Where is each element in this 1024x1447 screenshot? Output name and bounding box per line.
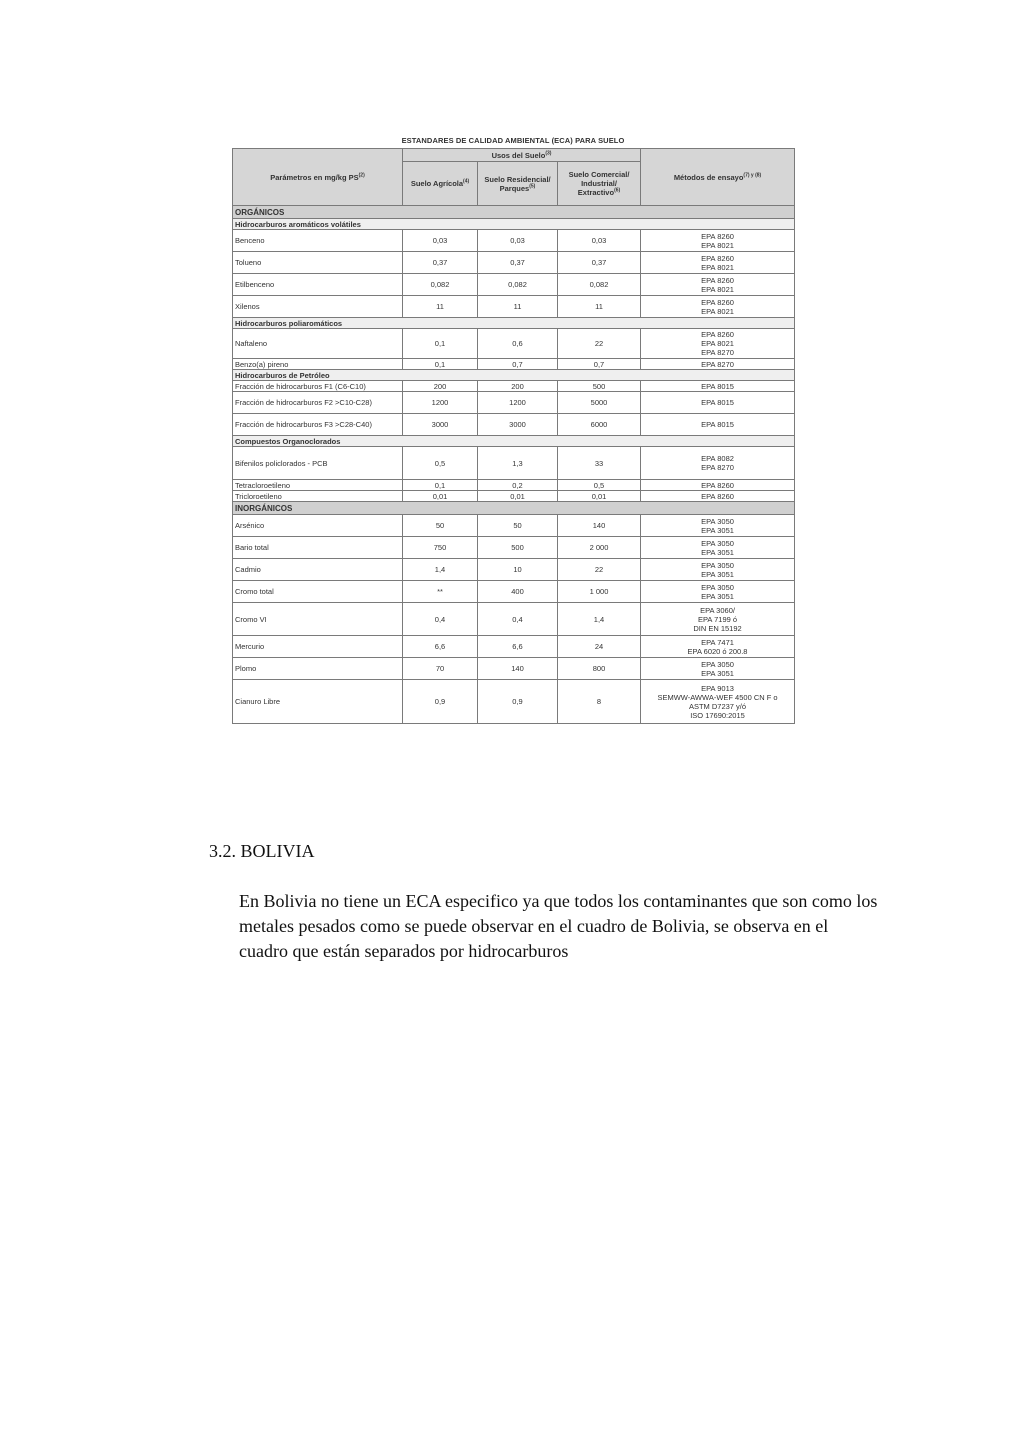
method-cell (641, 274, 795, 296)
agricola-cell: 1,4 (403, 559, 478, 581)
agricola-cell: 0,9 (403, 680, 478, 724)
residencial-cell: 0,6 (478, 329, 558, 359)
comercial-cell: 33 (558, 447, 641, 480)
residencial-cell: 200 (478, 381, 558, 392)
agricola-cell: ** (403, 581, 478, 603)
method-cell (641, 559, 795, 581)
comercial-cell: 0,7 (558, 359, 641, 370)
agricola-cell: 11 (403, 296, 478, 318)
residencial-cell: 0,03 (478, 230, 558, 252)
param-cell: Tolueno (233, 252, 403, 274)
agricola-cell: 0,4 (403, 603, 478, 636)
param-cell: Benceno (233, 230, 403, 252)
comercial-cell: 0,37 (558, 252, 641, 274)
header-agricola: Suelo Agrícola$^{(4)}$ (403, 162, 478, 206)
section-label: Compuestos Organoclorados (233, 436, 795, 447)
subcategory-row (233, 219, 795, 230)
param-cell: Cadmio (233, 559, 403, 581)
method-line: ASTM D7237 y/ó (688, 701, 747, 711)
agricola-cell: 0,37 (403, 252, 478, 274)
residencial-cell: 0,9 (478, 680, 558, 724)
method-line: EPA 8021 (701, 284, 734, 294)
residencial-cell: 0,37 (478, 252, 558, 274)
comercial-cell: 11 (558, 296, 641, 318)
method-cell (641, 296, 795, 318)
method-line: EPA 3051 (701, 569, 734, 579)
agricola-cell: 0,1 (403, 359, 478, 370)
table-row (233, 491, 795, 502)
table-row (233, 480, 795, 491)
table-row (233, 359, 795, 370)
method-cell (641, 230, 795, 252)
method-cell (641, 480, 795, 491)
header-usos: Usos del Suelo$^{(3)}$ (403, 149, 641, 162)
method-line: EPA 3051 (701, 591, 734, 601)
method-line: EPA 3051 (701, 547, 734, 557)
param-cell: Fracción de hidrocarburos F3 >C28-C40) (233, 414, 403, 436)
comercial-cell: 0,5 (558, 480, 641, 491)
section-paragraph: En Bolivia no tiene un ECA especifico ya que todos los contaminantes que son como los metales pesados como se puede observar en el cuadro de Bolivia, se observa en el cuadro que están separados por hidrocarburos (239, 891, 878, 961)
residencial-cell: 1,3 (478, 447, 558, 480)
method-cell (641, 537, 795, 559)
comercial-cell: 24 (558, 636, 641, 658)
table-row (233, 447, 795, 480)
method-line: EPA 8021 (701, 262, 734, 272)
param-cell: Cromo total (233, 581, 403, 603)
agricola-cell: 0,01 (403, 491, 478, 502)
comercial-cell: 22 (558, 329, 641, 359)
residencial-cell: 6,6 (478, 636, 558, 658)
header-residencial: Suelo Residencial/ Parques$^{(5)}$ (478, 162, 558, 206)
table-row (233, 636, 795, 658)
method-line: EPA 8260 (701, 491, 734, 501)
param-cell: Fracción de hidrocarburos F1 (C6-C10) (233, 381, 403, 392)
eca-table-figure (232, 134, 794, 724)
subcategory-row (233, 318, 795, 329)
method-cell (641, 392, 795, 414)
table-row (233, 537, 795, 559)
method-line: EPA 8270 (701, 348, 734, 357)
param-cell: Xilenos (233, 296, 403, 318)
param-cell: Bifenilos policlorados - PCB (233, 447, 403, 480)
method-cell (641, 680, 795, 724)
method-line: EPA 8015 (701, 398, 734, 407)
subcategory-row (233, 370, 795, 381)
agricola-cell: 0,1 (403, 329, 478, 359)
method-cell (641, 359, 795, 370)
residencial-cell: 0,2 (478, 480, 558, 491)
method-cell (641, 581, 795, 603)
method-cell (641, 381, 795, 392)
comercial-cell: 22 (558, 559, 641, 581)
method-cell (641, 515, 795, 537)
method-line: EPA 8270 (701, 359, 734, 369)
method-line: EPA 7471 (701, 637, 734, 647)
residencial-cell: 50 (478, 515, 558, 537)
method-cell (641, 329, 795, 359)
section-label: ORGÁNICOS (233, 206, 795, 219)
method-line: EPA 9013 (701, 683, 734, 693)
comercial-cell: 800 (558, 658, 641, 680)
agricola-cell: 0,5 (403, 447, 478, 480)
param-cell: Cianuro Libre (233, 680, 403, 724)
method-line: EPA 8260 (701, 480, 734, 490)
method-cell (641, 447, 795, 480)
residencial-cell: 140 (478, 658, 558, 680)
agricola-cell: 200 (403, 381, 478, 392)
agricola-cell: 3000 (403, 414, 478, 436)
method-line: EPA 8082 (701, 454, 734, 463)
method-line: EPA 8260 (701, 275, 734, 285)
table-row (233, 680, 795, 724)
section-label: Hidrocarburos aromáticos volátiles (233, 219, 795, 230)
param-cell: Naftaleno (233, 329, 403, 359)
param-cell: Tricloroetileno (233, 491, 403, 502)
table-row (233, 296, 795, 318)
param-cell: Plomo (233, 658, 403, 680)
table-row (233, 559, 795, 581)
agricola-cell: 0,03 (403, 230, 478, 252)
param-cell: Etilbenceno (233, 274, 403, 296)
table-row (233, 414, 795, 436)
residencial-cell: 1200 (478, 392, 558, 414)
table-row (233, 274, 795, 296)
method-cell (641, 658, 795, 680)
method-cell (641, 636, 795, 658)
method-cell (641, 252, 795, 274)
method-line: EPA 3050 (701, 560, 734, 570)
residencial-cell: 11 (478, 296, 558, 318)
comercial-cell: 1,4 (558, 603, 641, 636)
agricola-cell: 1200 (403, 392, 478, 414)
method-line: EPA 3050 (701, 582, 734, 592)
table-row (233, 658, 795, 680)
table-row (233, 230, 795, 252)
residencial-cell: 10 (478, 559, 558, 581)
comercial-cell: 1 000 (558, 581, 641, 603)
method-line: EPA 7199 ó (697, 614, 738, 624)
section-heading: 3.2. BOLIVIA (209, 841, 315, 861)
comercial-cell: 8 (558, 680, 641, 724)
comercial-cell: 140 (558, 515, 641, 537)
comercial-cell: 0,082 (558, 274, 641, 296)
method-line: ISO 17690:2015 (690, 710, 745, 720)
section-label: Hidrocarburos poliaromáticos (233, 318, 795, 329)
method-cell (641, 491, 795, 502)
method-line: SEMWW-AWWA-WEF 4500 CN F o (657, 692, 778, 702)
table-row (233, 252, 795, 274)
method-line: EPA 8021 (701, 306, 734, 316)
category-row (233, 502, 795, 515)
table-title: ESTANDARES DE CALIDAD AMBIENTAL (ECA) PARA SUELO (401, 136, 625, 145)
header-comercial: Suelo Comercial/ Industrial/ Extractivo$^{(6)}$ (558, 162, 641, 206)
method-cell (641, 603, 795, 636)
residencial-cell: 0,01 (478, 491, 558, 502)
method-line: EPA 3050 (701, 659, 734, 669)
category-row (233, 206, 795, 219)
method-line: EPA 3050 (701, 538, 734, 548)
residencial-cell: 500 (478, 537, 558, 559)
agricola-cell: 6,6 (403, 636, 478, 658)
method-line: EPA 6020 ó 200.8 (687, 646, 748, 656)
residencial-cell: 3000 (478, 414, 558, 436)
comercial-cell: 2 000 (558, 537, 641, 559)
comercial-cell: 0,01 (558, 491, 641, 502)
param-cell: Mercurio (233, 636, 403, 658)
method-line: EPA 3051 (701, 525, 734, 535)
method-line: EPA 8021 (701, 240, 734, 250)
param-cell: Arsénico (233, 515, 403, 537)
section-label: INORGÁNICOS (233, 502, 795, 515)
section-label: Hidrocarburos de Petróleo (233, 370, 795, 381)
agricola-cell: 750 (403, 537, 478, 559)
param-cell: Cromo VI (233, 603, 403, 636)
residencial-cell: 400 (478, 581, 558, 603)
table-row (233, 581, 795, 603)
method-line: EPA 8021 (701, 339, 734, 348)
method-cell (641, 414, 795, 436)
method-line: EPA 8015 (701, 420, 734, 429)
param-cell: Tetracloroetileno (233, 480, 403, 491)
table-body (233, 206, 795, 724)
param-cell: Bario total (233, 537, 403, 559)
header-param: Parámetros en mg/kg PS$^{(2)}$ (233, 149, 403, 206)
residencial-cell: 0,4 (478, 603, 558, 636)
param-cell: Fracción de hidrocarburos F2 >C10-C28) (233, 392, 403, 414)
param-cell: Benzo(a) pireno (233, 359, 403, 370)
agricola-cell: 0,1 (403, 480, 478, 491)
table-row (233, 515, 795, 537)
method-line: EPA 8015 (701, 381, 734, 391)
comercial-cell: 0,03 (558, 230, 641, 252)
table-row (233, 381, 795, 392)
method-line: EPA 3050 (701, 516, 734, 526)
method-line: EPA 8260 (701, 253, 734, 263)
subcategory-row (233, 436, 795, 447)
comercial-cell: 5000 (558, 392, 641, 414)
residencial-cell: 0,7 (478, 359, 558, 370)
residencial-cell: 0,082 (478, 274, 558, 296)
method-line: EPA 3060/ (700, 605, 735, 615)
agricola-cell: 50 (403, 515, 478, 537)
agricola-cell: 70 (403, 658, 478, 680)
method-line: EPA 8260 (701, 297, 734, 307)
method-line: EPA 8260 (701, 231, 734, 241)
comercial-cell: 6000 (558, 414, 641, 436)
method-line: EPA 3051 (701, 668, 734, 678)
header-metodos: Métodos de ensayo$^{(7) y (8)}$ (641, 149, 795, 206)
table-row (233, 603, 795, 636)
table-row (233, 329, 795, 359)
table-row (233, 392, 795, 414)
eca-soil-table (232, 148, 795, 724)
comercial-cell: 500 (558, 381, 641, 392)
method-line: EPA 8260 (701, 330, 734, 339)
agricola-cell: 0,082 (403, 274, 478, 296)
method-line: DIN EN 15192 (693, 623, 742, 633)
method-line: EPA 8270 (701, 463, 734, 472)
